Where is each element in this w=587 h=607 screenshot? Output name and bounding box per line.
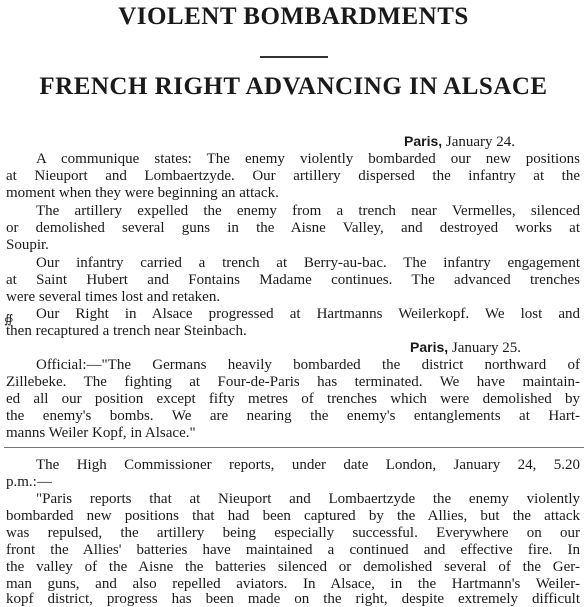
paragraph-line: Soupir. <box>6 237 49 253</box>
paragraph-line: man guns, and also repelled aviators. In Alsace, in the Hartmann's Weiler- <box>6 576 580 592</box>
paragraph-line: then recaptured a trench near Steinbach. <box>6 323 247 339</box>
paragraph-line: kopf district, progress has been made on the right, despite extremely difficult <box>6 591 580 607</box>
paragraph-line: at Nieuport and Lombaertzyde. Our artillery dispersed the infantry at the <box>6 168 580 184</box>
paragraph-line: ed all our position except fifty metres of trenches which were demolished by <box>6 391 580 407</box>
dateline-jan24 <box>404 132 515 151</box>
dateline-date: January 24. <box>445 134 516 150</box>
paragraph-line: The artillery expelled the enemy from a trench near Vermelles, silenced <box>36 203 580 219</box>
paragraph-line: "Paris reports that at Nieuport and Lombaertzyde the enemy violently <box>36 491 580 507</box>
paragraph-line: The High Commissioner reports, under date London, January 24, 5.20 <box>36 457 580 473</box>
print-mark: ∯ <box>4 312 14 326</box>
paragraph-line: front the Allies' batteries have maintained a continued and effective fire. In <box>6 542 580 558</box>
paragraph-line: the valley of the Aisne the batteries silenced or demolished several of the Ger- <box>6 559 580 575</box>
dateline-city: Paris, <box>410 339 449 355</box>
paragraph-line: Our infantry carried a trench at Berry-au-bac. The infantry engagement <box>36 255 580 271</box>
paragraph-line: Zillebeke. The fighting at Four-de-Paris has terminated. We have maintain- <box>6 374 580 390</box>
paragraph-line: manns Weiler Kopf, in Alsace." <box>6 425 196 441</box>
paragraph-line: Our Right in Alsace progressed at Hartmanns Weilerkopf. We lost and <box>36 306 580 322</box>
dateline-city: Paris, <box>404 133 443 149</box>
paragraph-line: were several times lost and retaken. <box>6 289 221 305</box>
dateline-date: January 25. <box>451 340 522 356</box>
paragraph-line: moment when they were beginning an attack. <box>6 185 279 201</box>
paragraph-line: or demolished several guns in the Aisne Valley, and destroyed works at <box>6 220 580 236</box>
paragraph-line: the enemy's bombs. We are nearing the enemy's entanglements at Hart- <box>6 408 580 424</box>
paragraph-line: bombarded new positions that had been captured by the Allies, but the attack <box>6 508 580 524</box>
subheadline: FRENCH RIGHT ADVANCING IN ALSACE <box>39 73 548 100</box>
headline-rule <box>260 56 328 58</box>
section-divider <box>4 447 584 448</box>
paragraph-line: A communique states: The enemy violently bombarded our new positions <box>36 151 580 167</box>
paragraph-line: Official:—"The Germans heavily bombarded the district northward of <box>36 357 580 373</box>
paragraph-line: p.m.:— <box>6 474 52 490</box>
paragraph-line: was repulsed, the artillery being especially successful. Everywhere on our <box>6 525 580 541</box>
headline: VIOLENT BOMBARDMENTS <box>118 3 469 30</box>
paragraph-line: at Saint Hubert and Fontains Madame continues. The advanced trenches <box>6 272 580 288</box>
dateline-jan25 <box>410 338 521 357</box>
